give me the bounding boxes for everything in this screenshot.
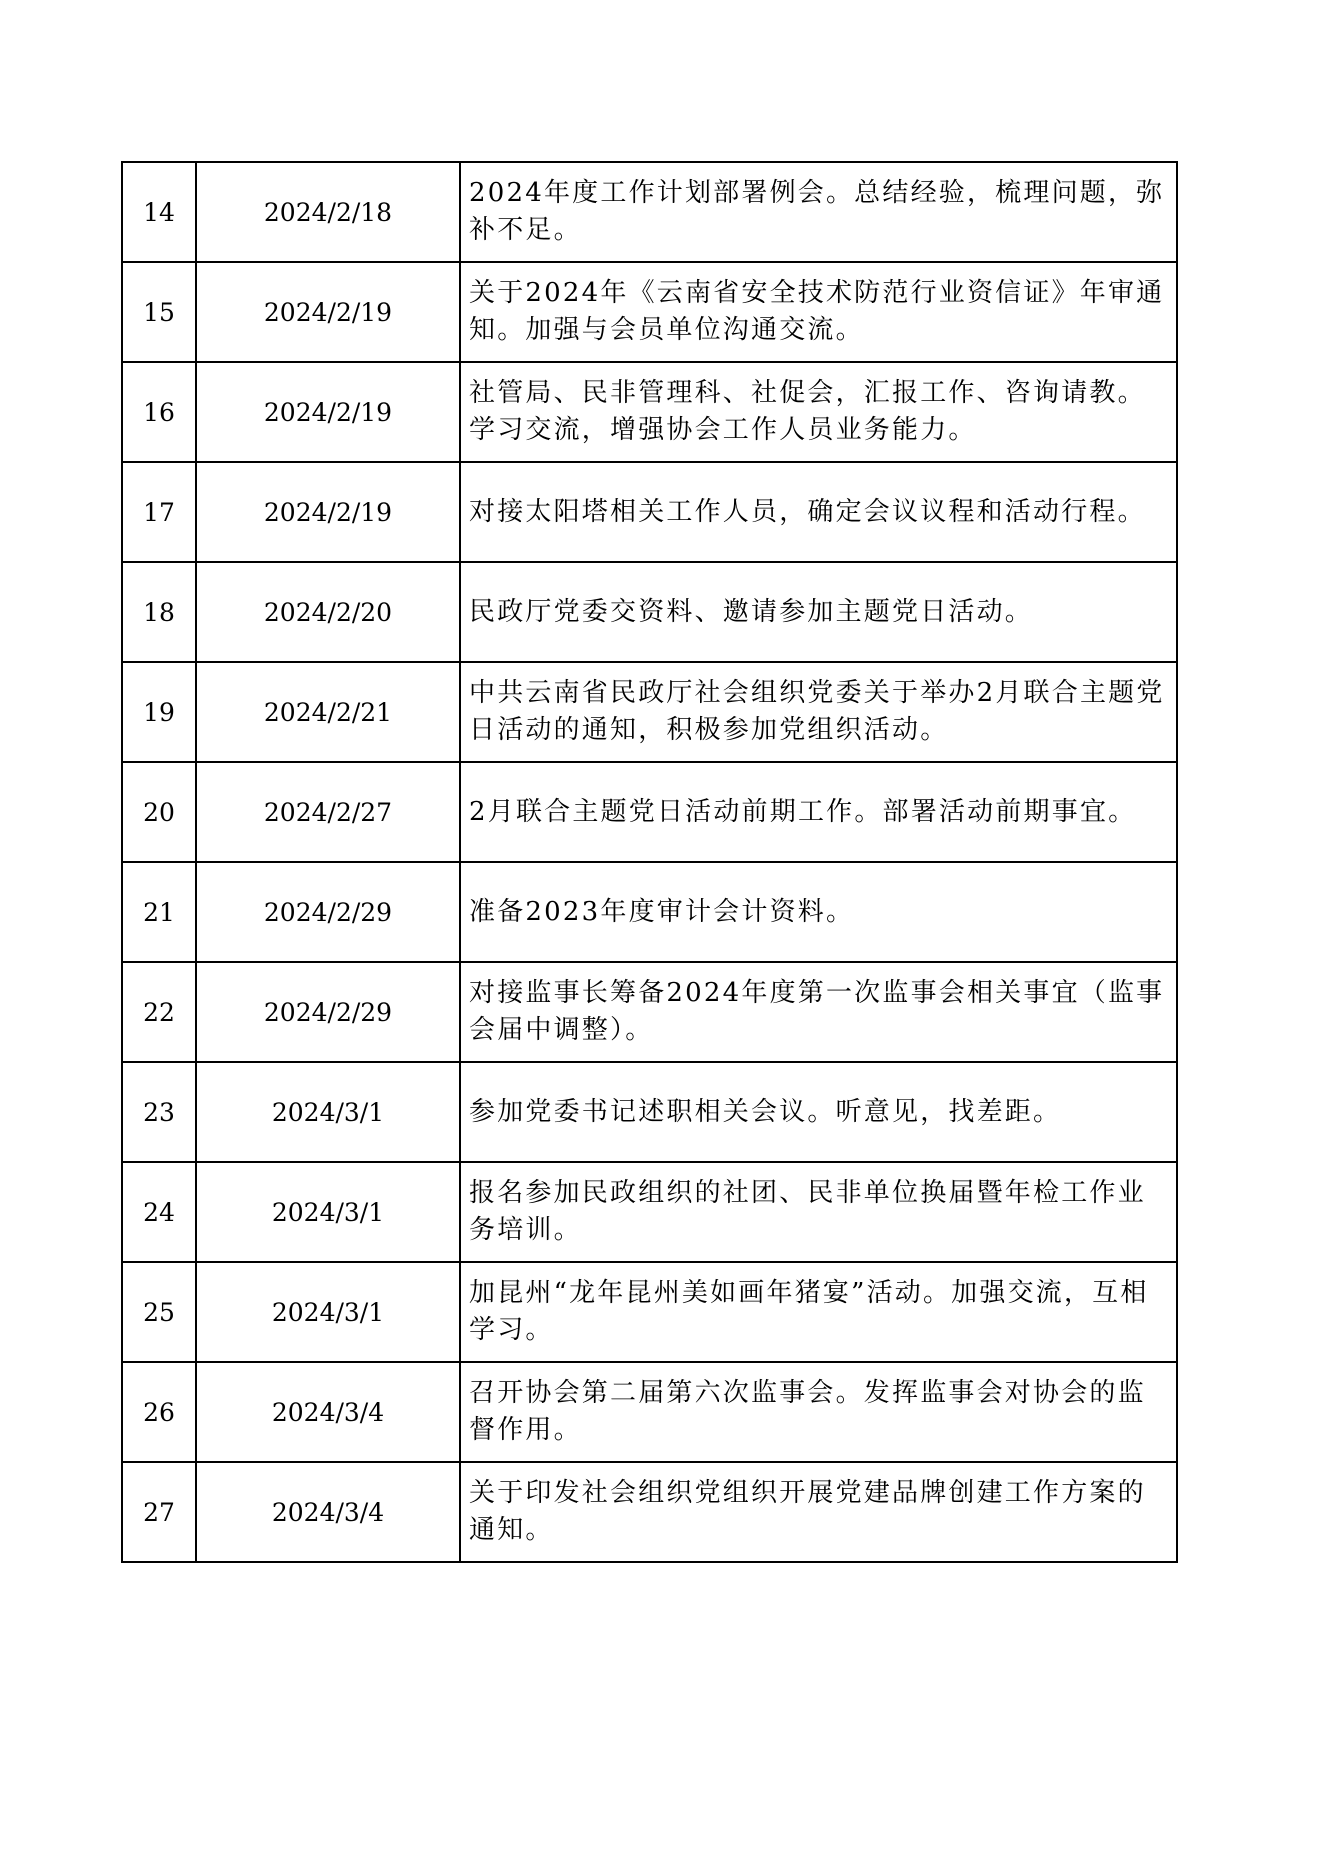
row-content [460, 1062, 1177, 1162]
table-row [122, 262, 1177, 362]
row-date: 2024/2/19 [196, 362, 460, 462]
row-date: 2024/3/1 [196, 1062, 460, 1162]
row-number: 19 [122, 662, 196, 762]
row-content [460, 562, 1177, 662]
row-number: 17 [122, 462, 196, 562]
row-content-text: 对接监事长筹备2024年度第一次监事会相关事宜（监事会届中调整）。 [469, 978, 1165, 1045]
row-number: 20 [122, 762, 196, 862]
row-date: 2024/2/29 [196, 862, 460, 962]
row-date: 2024/2/20 [196, 562, 460, 662]
table-row [122, 862, 1177, 962]
row-date: 2024/3/4 [196, 1362, 460, 1462]
table-row [122, 762, 1177, 862]
table-row [122, 1062, 1177, 1162]
row-date: 2024/2/19 [196, 262, 460, 362]
row-content [460, 162, 1177, 262]
row-number: 15 [122, 262, 196, 362]
work-log-table [121, 161, 1178, 1563]
table-row [122, 162, 1177, 262]
row-date: 2024/3/1 [196, 1262, 460, 1362]
row-number: 22 [122, 962, 196, 1062]
row-content [460, 762, 1177, 862]
row-date: 2024/3/4 [196, 1462, 460, 1562]
row-content [460, 1462, 1177, 1562]
table-row [122, 562, 1177, 662]
row-date: 2024/3/1 [196, 1162, 460, 1262]
row-content [460, 262, 1177, 362]
row-content [460, 362, 1177, 462]
row-date: 2024/2/21 [196, 662, 460, 762]
row-date: 2024/2/18 [196, 162, 460, 262]
row-number: 14 [122, 162, 196, 262]
table-row [122, 362, 1177, 462]
row-content-text: 报名参加民政组织的社团、民非单位换届暨年检工作业务培训。 [469, 1178, 1146, 1245]
table-row [122, 962, 1177, 1062]
row-content-text: 中共云南省民政厅社会组织党委关于举办2月联合主题党日活动的通知，积极参加党组织活动。 [469, 678, 1165, 745]
table-row [122, 1162, 1177, 1262]
row-content [460, 862, 1177, 962]
table-row [122, 462, 1177, 562]
table-row [122, 662, 1177, 762]
row-content-text: 关于2024年《云南省安全技术防范行业资信证》年审通知。加强与会员单位沟通交流。 [469, 278, 1165, 345]
row-date: 2024/2/19 [196, 462, 460, 562]
row-content-text: 社管局、民非管理科、社促会，汇报工作、咨询请教。学习交流，增强协会工作人员业务能力。 [469, 378, 1146, 445]
row-number: 24 [122, 1162, 196, 1262]
row-number: 25 [122, 1262, 196, 1362]
table-row [122, 1462, 1177, 1562]
row-content [460, 1162, 1177, 1262]
row-content-text: 2024年度工作计划部署例会。总结经验，梳理问题，弥补不足。 [469, 178, 1165, 245]
row-content [460, 462, 1177, 562]
row-content-text: 召开协会第二届第六次监事会。发挥监事会对协会的监督作用。 [469, 1378, 1146, 1445]
row-content [460, 1262, 1177, 1362]
row-number: 16 [122, 362, 196, 462]
row-number: 21 [122, 862, 196, 962]
row-content-text: 参加党委书记述职相关会议。听意见，找差距。 [469, 1096, 1062, 1127]
row-content-text: 关于印发社会组织党组织开展党建品牌创建工作方案的通知。 [469, 1478, 1146, 1545]
row-date: 2024/2/29 [196, 962, 460, 1062]
row-content-text: 准备2023年度审计会计资料。 [469, 896, 855, 927]
row-content-text: 民政厅党委交资料、邀请参加主题党日活动。 [469, 596, 1034, 627]
work-log-body [122, 162, 1177, 1562]
table-row [122, 1262, 1177, 1362]
row-content [460, 1362, 1177, 1462]
row-content [460, 962, 1177, 1062]
table-row [122, 1362, 1177, 1462]
row-content-text: 加昆州“龙年昆州美如画年猪宴”活动。加强交流，互相学习。 [469, 1278, 1149, 1345]
row-content-text: 2月联合主题党日活动前期工作。部署活动前期事宜。 [469, 796, 1137, 827]
row-number: 18 [122, 562, 196, 662]
row-number: 23 [122, 1062, 196, 1162]
row-content [460, 662, 1177, 762]
row-number: 27 [122, 1462, 196, 1562]
row-date: 2024/2/27 [196, 762, 460, 862]
row-content-text: 对接太阳塔相关工作人员，确定会议议程和活动行程。 [469, 496, 1146, 527]
row-number: 26 [122, 1362, 196, 1462]
